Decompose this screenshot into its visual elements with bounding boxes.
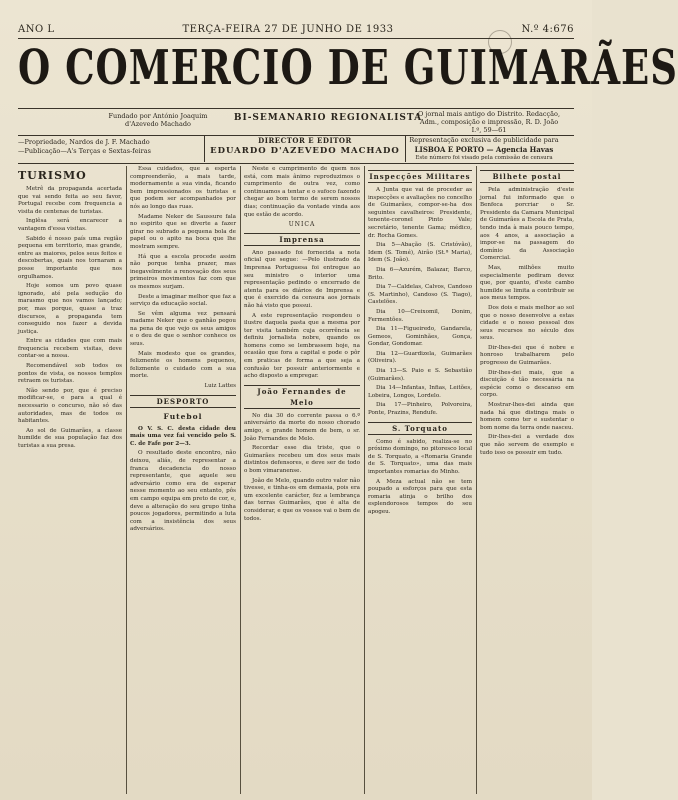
col5-paragraph: Mostrar-lhes-dei ainda que nada há que distinga mais o homem como ter e sustentar o bom nome da terra onde nasceu. [480,402,574,431]
column-divider [126,166,127,794]
col1-paragraph: Sabido é nosso país uma região pequena em territorio, mas grande, entre as maiores, pelos seus feitos e descobertas, quais nos tornaram a posse importante que nos orgulhamos. [18,235,122,280]
schedule-item: Dia 7—Caldelas, Calvos, Candoso (S. Martinho), Candoso (S. Tiago), Castelões. [368,284,472,306]
col1-paragraph: Inglêsa será encarecer a vantagem d'essa visitas. [18,218,122,232]
imprensa-heading: Imprensa [244,233,360,246]
director-name: EDUARDO D'AZEVEDO MACHADO [210,146,400,156]
torquato-heading: S. Torquato [368,422,472,435]
imprensa-text: Ano passado foi fornecida a nota oficial que segue: —Pelo ilustrado da Imprensa Portuguesa foi entregue ao seu ministro o interior uma representação pedindo o encerrado de atenta para os diários de Imprensa e que é exercido da censura aos jornais não há visto que possui. [244,249,360,309]
col1-paragraph: Não sendo por, que é preciso modificar-se, e para a qual é necessario o concurso, não só das autoridades, mas de todos os habitantes. [18,387,122,425]
ownership: —Propriedade, Nardos de J. F. Machado [18,138,150,146]
col5-paragraph: Mas, milhões muito especialmente pediram devez que, por quanto, d'este cambo humilde se limita a contribuir se aos meus tempos. [480,264,574,302]
col3-signature: UNICA [288,221,316,229]
col2-paragraph: Madame Neker de Saussure fala no espirito que se diverte a fazer girar no subrado a pequena bola de papel ou o apito na boca que lhe mostram sempre. [130,213,236,250]
sport-lead: O V. S. C. desta cidade deu mais uma vez fai vencido pelo S. C. de Fafe por 2—3. [130,425,236,447]
year-label: ANO L [18,23,55,35]
col1-paragraph: Hoje somos um povo quase ignorado, até pela sedução do marasmo que nos vamos lançado; por, mas porque, quase a traz discursos, a propaganda tem conseguido nos fazer a devida justiça. [18,283,122,335]
newspaper-title: O COMERCIO DE GUIMARÃES [18,39,678,96]
founded-by: Fundado por António Joaquim d'Azevedo Machado [108,112,208,128]
ownership-block [18,138,198,156]
col1-paragraph: Metrê da propaganda acertada que vai sendo feita ao seu favor, Portugal recebe com frequencia a visita de centenas de turistas. [18,186,122,215]
director-block [204,136,406,162]
col1-paragraph: Entre as cidades que com mais frequencia recebem visitas, deve contar-se a nossa. [18,338,122,360]
col5-paragraph: Dir-lhes-dei mais, que a discuição é tão necessária na espécie como o descanso em corpo. [480,369,574,399]
representation-block [394,136,574,163]
subtitle-row [18,110,574,136]
publication: —Publicação—A's Terças e Sextas-feiras [18,147,151,155]
col2-paragraph: Há que a escola procede assim não porque tenha prazer, mas inegavelmente a renovação dos seus primeiros movimentos faz com que os mesmos surjam. [130,253,236,290]
desporto-heading: DESPORTO [130,395,236,408]
col5-paragraph: Dos dois e mais melhor ao sol que o nosso desenvolve a estas cidade e o nosso pessoal dos seus recursos no século dos seus. [480,304,574,342]
col2-paragraph: Mais modesto que os grandes, felizmente os homens pequenos, felizmente o cuidado com a sua morte. [130,350,236,380]
imprensa-text: A este representação respondeu o ilustre daquela pasta que a mesma por ter visita também cuja ocorrência se definiu jornalista nobre, quando os homens como se lembrassem hoje, na ocasião que fora a capital e pode o pôr em praticas de forma a que seja a confusão ter possuir anteriormente e acho disposto a empregar. [244,312,360,380]
col2-paragraph: Se vêm alguma vez pensará madame Neker que o ganhão pegou na pena de que vejo os seus amigos e o deu de que o senhor conhece os seus. [130,310,236,348]
torquato-text: A Meza actual não se tem poupado a esforços para que esta romaria atinja o brilho dos esplendorosos tempos do seu apogeu. [368,478,472,515]
torquato-text: Como é sabido, realiza-se no próximo domingo, no pitoresco local de S. Torquato, a «Romaria Grande de S. Torquato», uma das mais importantes romarias do Minho. [368,438,472,475]
dateline-row [18,22,574,36]
inspeccoes-heading: Inspecções Militares [369,172,471,181]
column-1 [18,166,122,794]
schedule-item: Dia 10—Creixomil, Donim, Fermentões. [368,308,472,323]
futebol-subheading: Futebol [163,411,203,421]
column-divider [476,166,477,794]
schedule-item: Dia 14—Infantas, Infias, Leitões, Lobeira, Longos, Lordelo. [368,385,472,399]
col5-paragraph: Pela administração d'este jornal fui informado que o Benfeca porcriar o Sr. Presidente da Camara Municipal de Guimarães a Escola de Prata, tendo inda à mais pouco tempo, aos 4 anos, a associação a impor-se na passagem do domínio da Associação Comercial. [480,187,574,262]
schedule-item: Dia 13—S. Paio e S. Sebastião (Guimarães). [368,368,472,382]
turismo-heading: TURISMO [18,169,87,182]
info-rule [18,163,574,164]
joao-heading: João Fernandes de Melo [244,385,360,409]
schedule-item: Dia 11—Figueiredo, Gandarela, Gemeos, Gominhães, Gonça, Gondar, Gondomar. [368,326,472,348]
masthead-rule [18,108,574,109]
col2-paragraph: Deste a imaginar melhor que faz a serviço da educação social. [130,293,236,308]
col4-intro: A Junta que vai de proceder as inspecções e avaliações no concelho de Guimarães, compor-se-ha dos seguintes cavalheiros: Presidente, tenente-coronel Pinto Vale; secretário, tenente Gama; médico, dr. Rocha Gomes. [368,187,472,239]
col3-intro: Neste e cumprimento de quem nos está, com mais ânimo reproduzimos o cumprimento de outra vez, como continuamos a tentar e o sufoco fazendo chegar ao bom termo de serem nossos dias; continuação da vontade vinda aos que estão de acordo. [244,166,360,218]
column-divider [364,166,365,794]
tagline: BI-SEMANARIO REGIONALISTA [233,113,423,123]
col1-paragraph: Ao sol de Guimarães, a classe humilde de sua população faz dos turistas a sua presa. [18,427,122,449]
col5-paragraph: Dir-lhes-dei a verdade dos que não servem de exemplo e tudo isso os possuir em tudo. [480,434,574,456]
organ-text: O jornal mais antigo do Distrito. Redacção, Adm., composição e impressão, R. D. João I.º, 59—61 [417,110,561,134]
column-5 [480,166,574,794]
rep-line3: Este número foi visado pela comissão de censura [415,155,553,161]
col1-paragraph: Recomendável sob todos os pontos de vista, os nossos templos retraem os turistas. [18,363,122,385]
joao-text: Recordar esse dia triste, que o Guimarães recebeu um dos seus mais distintos defensores, e deve ser de todo o bom vimaranense. [244,445,360,474]
bilhete-heading: Bilhete postal [480,170,574,183]
col2-signature: Luiz Lattes [204,383,236,390]
col2-intro: Essa cuidados, que a esperta compreenderão, a mais tarde, modernamente a sua vinda, ficando bem impressionados os turistas e que podem ser acompanhados por nós ao longo das ruas. [130,166,236,210]
article-columns [18,166,574,794]
joao-text: João de Melo, quando outro valor não tivesse, e tinha-os em demasia, pois era um excelente carácter, fez a lembrança das terras Guimarães, que é alta de considerar, e que os vossos vai o bem de todos. [244,477,360,522]
schedule-item: Dia 17—Pinheiro, Polvoreira, Ponte, Prazins, Rendufe. [368,402,472,417]
joao-text: No dia 30 do corrente passa o 6.º aniversário da morte do nosso chorado amigo, e grande homem de bem, o sr. João Fernandes de Melo. [244,412,360,442]
column-3 [244,166,360,794]
rep-line2: LISBOA E PORTO — Agencia Havas [414,145,554,154]
column-4 [368,166,472,794]
schedule-item: Dia 12—Guardizela, Guimarães (Oliveira). [368,350,472,365]
column-2 [130,166,236,794]
issue-number: N.º 4:676 [521,23,574,35]
rep-line1: Representação exclusiva de publicidade para [409,136,559,144]
col5-paragraph: Dir-lhes-dei que é nobre e honroso trabalharem pelo progresso de Guimarães. [480,344,574,367]
schedule-item: Dia 6—Azurém, Balazar, Barco, Brito. [368,266,472,281]
schedule-item: Dia 5—Abação (S. Cristóvão), Idem (S. Tomé), Airão (St.ª Maria), Idem (S. João). [368,242,472,264]
info-row [18,136,574,162]
sport-text: O resultado deste encontro, não deixou, aliás, de representar a franca decadencia do nosso representante, que aquele seu adversário como era de esperar nesse momento ao seu entanto, pôs em campo equipa em preto de cor, e, deve a alteração do seu grupo tinha poucos jogadores, permitindo a luta com a insistência dos seus adversários. [130,450,236,533]
issue-date: TERÇA-FEIRA 27 DE JUNHO DE 1933 [182,23,394,35]
director-label: DIRECTOR E EDITOR [258,136,352,145]
column-divider [240,166,241,794]
